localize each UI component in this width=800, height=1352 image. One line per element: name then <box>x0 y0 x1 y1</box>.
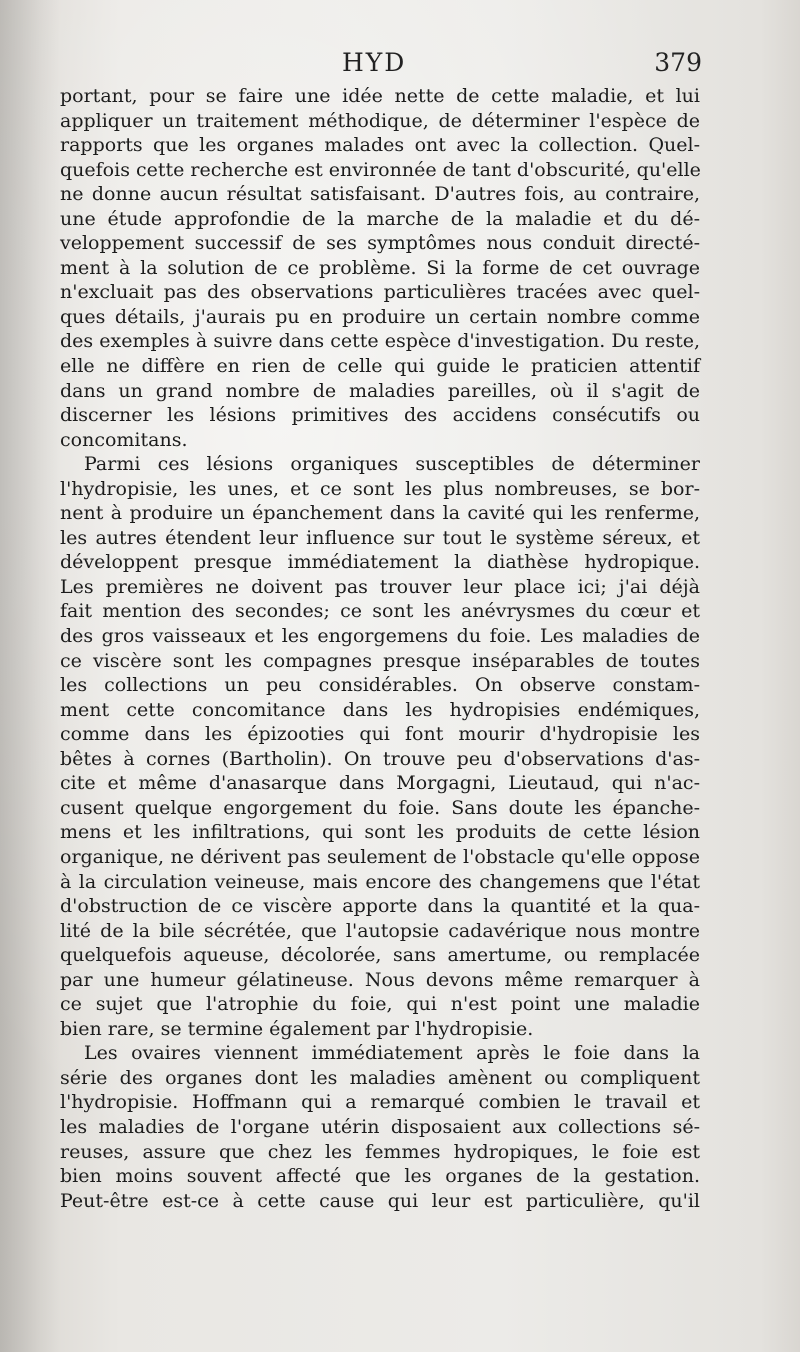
page-number: 379 <box>654 48 702 77</box>
text-line: les collections un peu considérables. On observe constam- <box>60 674 700 697</box>
text-line: les autres étendent leur influence sur tout le système séreux, et <box>60 526 700 549</box>
text-line: l'hydropisie, les unes, et ce sont les plus nombreuses, se bor- <box>60 477 700 500</box>
text-line: Les ovaires viennent immédiatement après le foie dans la <box>84 1042 700 1065</box>
body-text <box>60 84 700 1213</box>
text-line: portant, pour se faire une idée nette de cette maladie, et lui <box>60 85 700 107</box>
text-line: dans un grand nombre de maladies pareilles, où il s'agit de <box>60 379 700 402</box>
text-line: Les premières ne doivent pas trouver leur place ici; j'ai déjà <box>60 575 700 598</box>
running-title: HYD <box>342 48 407 77</box>
text-line: série des organes dont les maladies amènent ou compliquent <box>60 1066 700 1089</box>
text-line: ment cette concomitance dans les hydropisies endémiques, <box>60 698 700 721</box>
text-line: reuses, assure que chez les femmes hydropiques, le foie est <box>60 1140 700 1163</box>
text-line: bien moins souvent affecté que les organes de la gestation. <box>60 1165 700 1188</box>
text-line: ne donne aucun résultat satisfaisant. D'autres fois, au contraire, <box>60 183 700 206</box>
text-line: bêtes à cornes (Bartholin). On trouve peu d'observations d'as- <box>60 747 700 770</box>
paragraph-1 <box>60 84 700 452</box>
text-line: comme dans les épizooties qui font mourir d'hydropisie les <box>60 723 700 746</box>
text-line: quefois cette recherche est environnée de tant d'obscurité, qu'elle <box>60 158 701 181</box>
text-line: une étude approfondie de la marche de la maladie et du dé- <box>60 207 700 230</box>
text-line: Peut-être est-ce à cette cause qui leur est particulière, qu'il <box>60 1189 700 1212</box>
text-line: lité de la bile sécrétée, que l'autopsie cadavérique nous montre <box>60 919 700 942</box>
text-line: bien rare, se termine également par l'hydropisie. <box>60 1017 534 1040</box>
text-line: à la circulation veineuse, mais encore des changemens que l'état <box>60 870 700 893</box>
text-line: des exemples à suivre dans cette espèce d'investigation. Du reste, <box>60 330 700 353</box>
text-line: cite et même d'anasarque dans Morgagni, Lieutaud, qui n'ac- <box>60 772 700 795</box>
binding-shadow <box>0 0 60 1352</box>
text-line: l'hydropisie. Hoffmann qui a remarqué combien le travail et <box>60 1091 700 1114</box>
text-line: ment à la solution de ce problème. Si la forme de cet ouvrage <box>60 256 700 279</box>
text-line: nent à produire un épanchement dans la cavité qui les renferme, <box>60 502 700 525</box>
text-line: appliquer un traitement méthodique, de déterminer l'espèce de <box>60 109 700 132</box>
text-line: cusent quelque engorgement du foie. Sans doute les épanche- <box>60 796 700 819</box>
text-line: d'obstruction de ce viscère apporte dans la quantité et la qua- <box>60 895 700 918</box>
text-line: mens et les infiltrations, qui sont les produits de cette lésion <box>60 821 700 844</box>
text-line: elle ne diffère en rien de celle qui guide le praticien attentif <box>60 355 700 378</box>
text-line: ques détails, j'aurais pu en produire un certain nombre comme <box>60 305 700 328</box>
text-line: veloppement successif de ses symptômes nous conduit directé- <box>60 232 700 255</box>
text-line: fait mention des secondes; ce sont les anévrysmes du cœur et <box>60 600 700 623</box>
text-line: Parmi ces lésions organiques susceptibles de déterminer <box>84 453 700 476</box>
text-line: n'excluait pas des observations particulières tracées avec quel- <box>60 281 700 304</box>
text-line: par une humeur gélatineuse. Nous devons même remarquer à <box>60 968 700 991</box>
text-line: développent presque immédiatement la diathèse hydropique. <box>60 551 700 574</box>
text-line: organique, ne dérivent pas seulement de l'obstacle qu'elle oppose <box>60 845 700 868</box>
text-line: rapports que les organes malades ont avec la collection. Quel- <box>60 134 700 157</box>
text-line: les maladies de l'organe utérin disposaient aux collections sé- <box>60 1115 700 1138</box>
text-line: ce viscère sont les compagnes presque inséparables de toutes <box>60 649 700 672</box>
text-line: des gros vaisseaux et les engorgemens du foie. Les maladies de <box>60 625 700 648</box>
paragraph-2 <box>60 452 700 1041</box>
text-line: discerner les lésions primitives des accidens consécutifs ou <box>60 404 700 427</box>
paragraph-3 <box>60 1041 700 1213</box>
text-line: quelquefois aqueuse, décolorée, sans amertume, ou remplacée <box>60 944 700 967</box>
running-header <box>60 48 702 80</box>
text-line: concomitans. <box>60 428 188 451</box>
text-line: ce sujet que l'atrophie du foie, qui n'est point une maladie <box>60 993 700 1016</box>
